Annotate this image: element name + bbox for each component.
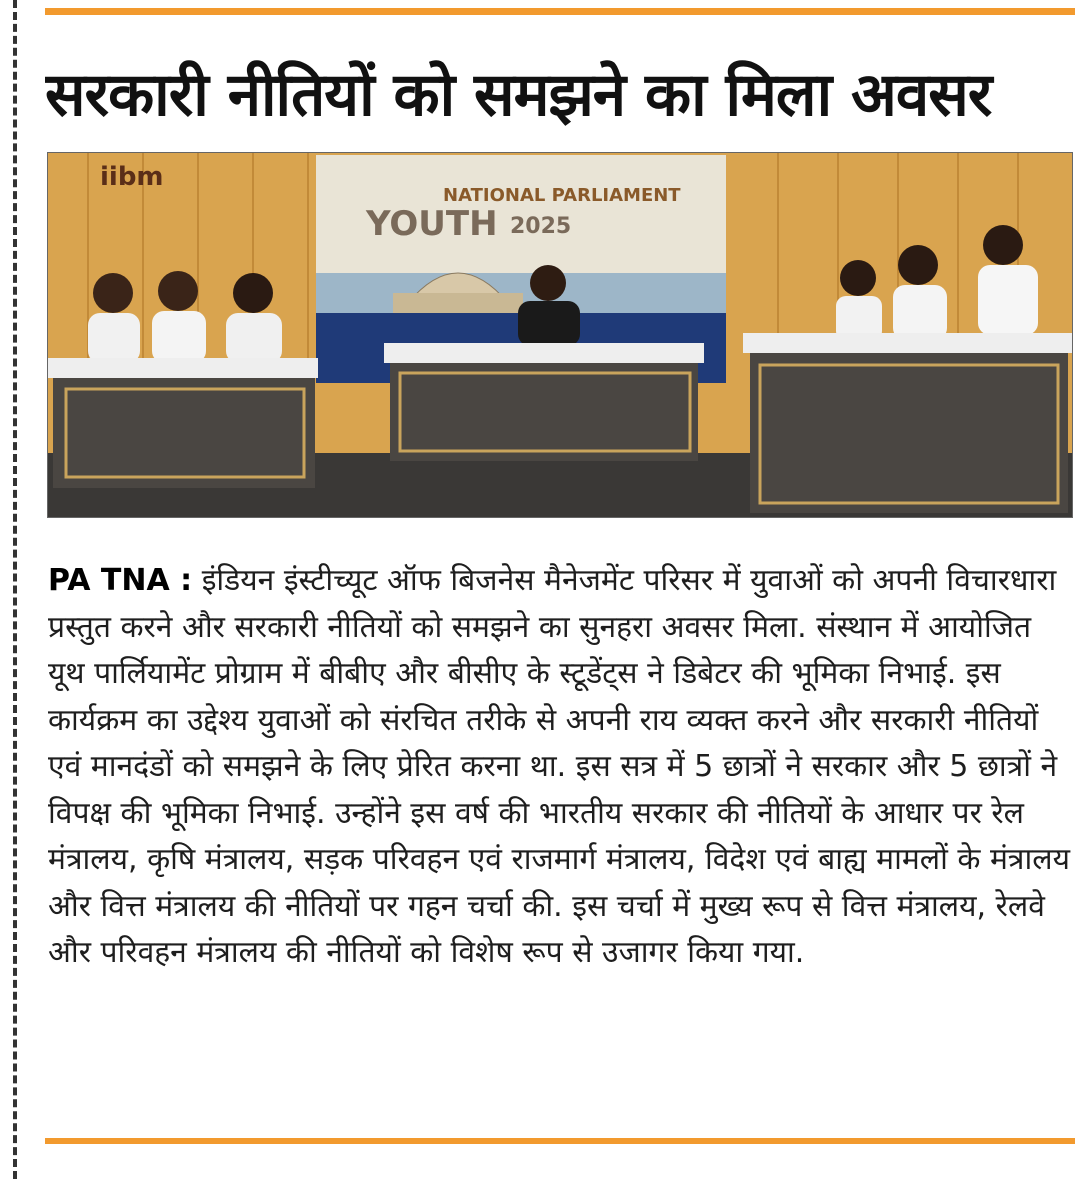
- parliament-building: [393, 293, 523, 313]
- photo-illustration: [48, 153, 1072, 517]
- banner-year: 2025: [510, 214, 572, 239]
- left-students: [88, 271, 282, 363]
- banner-title-line1: NATIONAL PARLIAMENT: [443, 185, 681, 206]
- banner-title-youth: YOUTH: [366, 204, 498, 244]
- iibm-logo: iibm: [100, 162, 164, 192]
- dateline: PA TNA :: [48, 563, 193, 598]
- headline: सरकारी नीतियों को समझने का मिला अवसर: [45, 60, 992, 130]
- news-photo: [47, 152, 1073, 518]
- page-edge-dashes: [13, 0, 17, 1179]
- top-rule: [45, 8, 1075, 15]
- bottom-rule: [45, 1138, 1075, 1144]
- article-text: इंडियन इंस्टीच्यूट ऑफ बिजनेस मैनेजमेंट परिसर में युवाओं को अपनी विचारधारा प्रस्तुत करने और सरकारी नीतियों को समझने का सुनहरा अवसर मिला. संस्थान में आयोजित यूथ पार्लियामेंट प्रोग्राम में बीबीए और बीसीए के स्टूडेंट्स ने डिबेटर की भूमिका निभाई. इस कार्यक्रम का उद्देश्य युवाओं को संरचित तरीके से अपनी राय व्यक्त करने और सरकारी नीतियों एवं मानदंडों को समझने के लिए प्रेरित करना था. इस सत्र में 5 छात्रों ने सरकार और 5 छात्रों ने विपक्ष की भूमिका निभाई. उन्होंने इस वर्ष की भारतीय सरकार की नीतियों के आधार पर रेल मंत्रालय, कृषि मंत्रालय, सड़क परिवहन एवं राजमार्ग मंत्रालय, विदेश एवं बाह्य मामलों के मंत्रालय और वित्त मंत्रालय की नीतियों पर गहन चर्चा की. इस चर्चा में मुख्य रूप से वित्त मंत्रालय, रेलवे और परिवहन मंत्रालय की नीतियों को विशेष रूप से उजागर किया गया.: [48, 563, 1071, 970]
- article-body: [48, 558, 1075, 977]
